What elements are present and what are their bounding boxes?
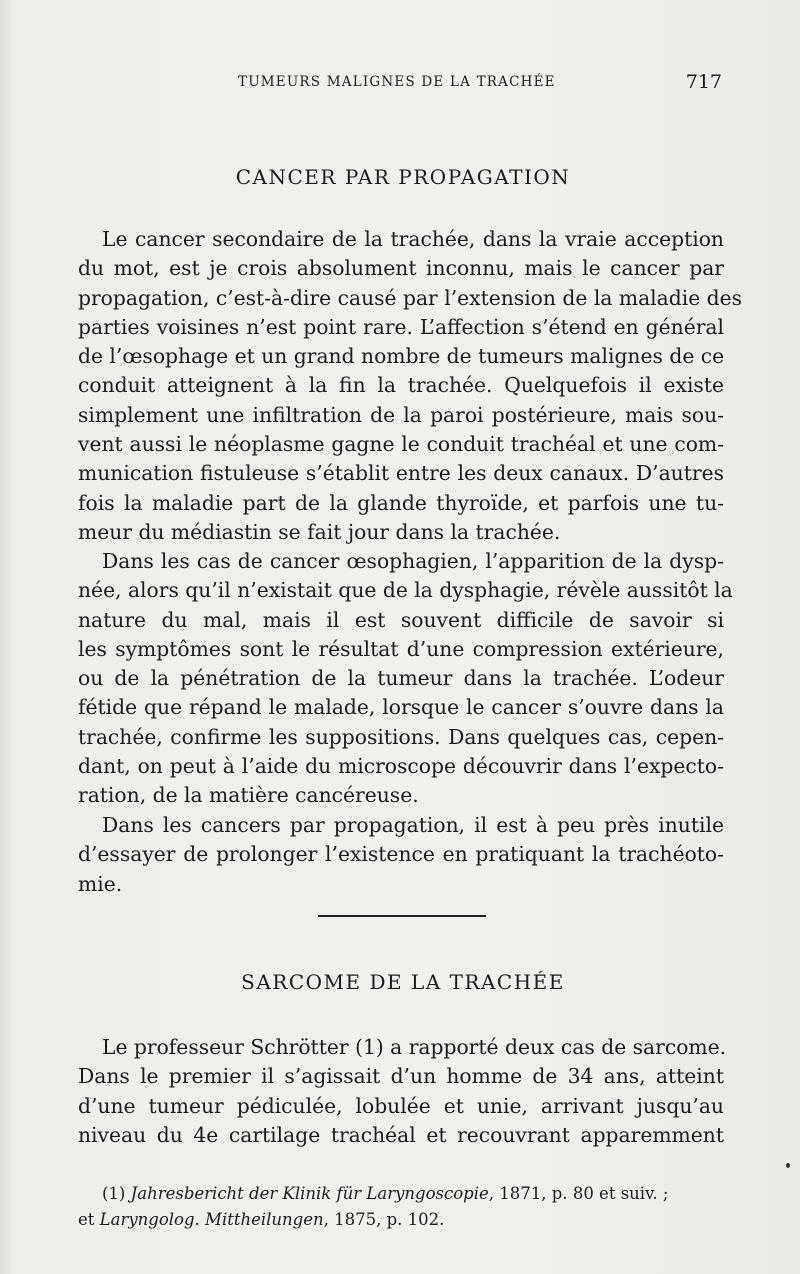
footnote-text: , 1871, p. 80 et suiv. ;	[488, 1184, 669, 1203]
section-heading-sarcome: SARCOME DE LA TRACHÉE	[241, 970, 565, 994]
paragraph	[78, 811, 724, 899]
footnote-marker: (1)	[102, 1184, 126, 1203]
text-line: trachée, confirme les suppositions. Dans quelques cas, cepen-	[78, 724, 724, 749]
ink-speck	[786, 1163, 790, 1168]
text-line: née, alors qu’il n’existait que de la dysphagie, révèle aussitôt la	[78, 578, 733, 603]
text-line: munication fistuleuse s’établit entre les deux canaux. D’autres	[78, 461, 724, 486]
text-line: niveau du 4e cartilage trachéal et recouvrant apparemment	[78, 1122, 724, 1147]
text-line: ou de la pénétration de la tumeur dans la trachée. L’odeur	[78, 666, 724, 691]
text-line: meur du médiastin se fait jour dans la trachée.	[78, 519, 561, 544]
footnote-text: et	[78, 1210, 95, 1229]
footnote-text: , 1875, p. 102.	[323, 1210, 445, 1229]
text-line: parties voisines n’est point rare. L’affection s’étend en général	[78, 314, 724, 339]
footnote	[78, 1181, 724, 1233]
text-line: Le professeur Schrötter (1) a rapporté deux cas de sarcome.	[102, 1035, 727, 1059]
text-line: du mot, est je crois absolument inconnu, mais le cancer par	[78, 256, 724, 281]
text-line: d’essayer de prolonger l’existence en pratiquant la trachéoto-	[78, 842, 724, 867]
text-line: Dans le premier il s’agissait d’un homme de 34 ans, atteint	[78, 1064, 724, 1089]
footnote-title: Jahresbericht der Klinik für Laryngoscopie	[130, 1184, 489, 1203]
paragraph	[78, 225, 743, 547]
text-line: fois la maladie part de la glande thyroïde, et parfois une tu-	[78, 490, 724, 515]
text-line: Le cancer secondaire de la trachée, dans la vraie acception	[102, 227, 724, 251]
paragraph	[78, 1033, 727, 1150]
text-line: Dans les cas de cancer œsophagien, l’apparition de la dysp-	[102, 549, 724, 573]
text-line: ration, de la matière cancéreuse.	[78, 783, 419, 808]
text-line: vent aussi le néoplasme gagne le conduit trachéal et une com-	[78, 432, 724, 457]
text-line: simplement une infiltration de la paroi postérieure, mais sou-	[78, 402, 724, 427]
page-number: 717	[685, 71, 722, 93]
text-line: de l’œsophage et un grand nombre de tumeurs malignes de ce	[78, 344, 725, 369]
text-line: d’une tumeur pédiculée, lobulée et unie, arrivant jusqu’au	[78, 1093, 724, 1118]
section-heading-cancer: CANCER PAR PROPAGATION	[235, 165, 571, 189]
running-head-title: TUMEURS MALIGNES DE LA TRACHÉE	[238, 74, 556, 90]
text-line: propagation, c’est-à-dire causé par l’extension de la maladie des	[78, 285, 743, 310]
footnote-line	[78, 1207, 724, 1233]
paragraph	[78, 547, 733, 811]
text-line: mie.	[78, 871, 123, 896]
text-line: dant, on peut à l’aide du microscope découvrir dans l’expecto-	[78, 754, 724, 779]
text-line: nature du mal, mais il est souvent difficile de savoir si	[78, 607, 724, 632]
text-line: fétide que répand le malade, lorsque le cancer s’ouvre dans la	[78, 695, 724, 720]
footnote-line	[78, 1181, 724, 1207]
text-line: Dans les cancers par propagation, il est à peu près inutile	[102, 813, 724, 837]
footnote-title: Laryngolog. Mittheilungen	[99, 1210, 324, 1229]
section-divider	[318, 915, 486, 917]
text-line: conduit atteignent à la fin la trachée. Quelquefois il existe	[78, 373, 724, 398]
text-line: les symptômes sont le résultat d’une compression extérieure,	[78, 636, 724, 661]
